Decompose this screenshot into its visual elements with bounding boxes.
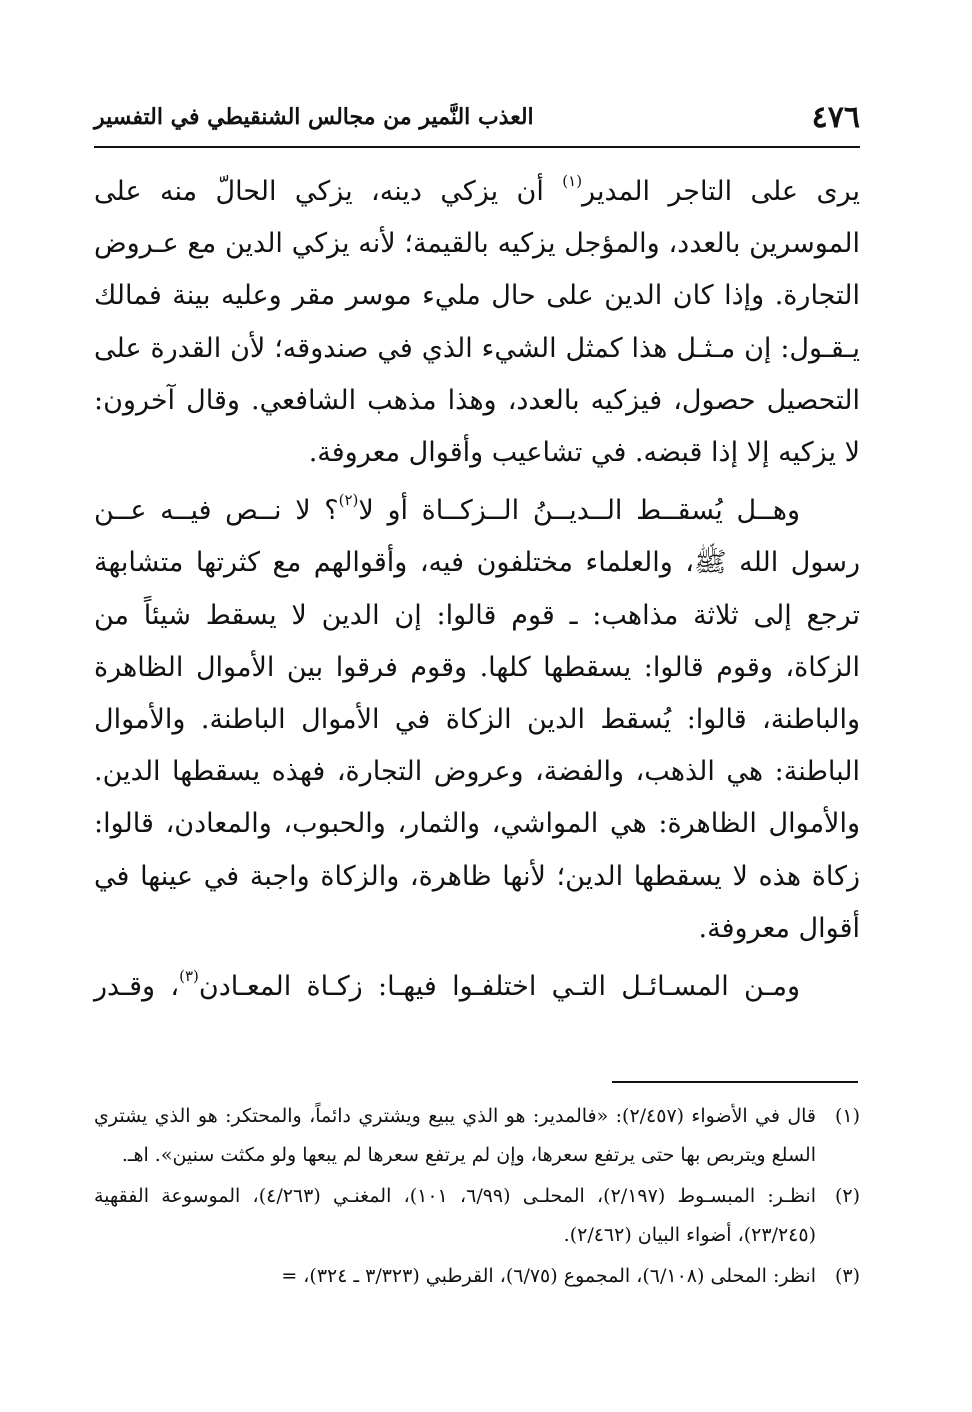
footnotes xyxy=(94,1097,860,1298)
footnote-text: قال في الأضواء (٢/٤٥٧): «فالمدير: هو الذي يبيع ويشتري دائماً، والمحتكر: هو الذي يشتري السلع ويتربص بها حتى يرتفع سعرها، وإن لم يرتفع سعرها لم يبعها ولو مكثت سنين». اهـ. xyxy=(94,1105,816,1166)
paragraph-text: ومـن المسـائـل التـي اختلفـوا فيهـا: زكـاة المعـادن xyxy=(198,971,800,1003)
footnote-number: (١) xyxy=(834,1105,860,1127)
footnote-ref-1[interactable]: (١) xyxy=(562,172,583,190)
footnote-ref-3[interactable]: (٣) xyxy=(179,967,199,986)
footnote-ref-2[interactable]: (٢) xyxy=(338,491,359,510)
paragraph-3 xyxy=(94,961,860,1013)
footnote-number: (٣) xyxy=(834,1265,860,1287)
paragraph-text: ، وقـدر xyxy=(94,971,180,1003)
paragraph-text: وهــل يُسقــط الــديــنُ الــزكــاة أو لا xyxy=(358,495,800,527)
header-divider xyxy=(94,146,860,148)
running-title: العذب النَّمير من مجالس الشنقيطي في التفسير xyxy=(94,104,534,130)
page-header xyxy=(94,92,860,142)
paragraph-1 xyxy=(94,166,860,479)
footnote-text: انظر: المحلى (٦/١٠٨)، المجموع (٦/٧٥)، القرطبي (٣/٣٢٣ ـ ٣٢٤)، = xyxy=(281,1265,816,1287)
main-text xyxy=(94,166,860,1013)
footnote-divider xyxy=(612,1081,858,1083)
page-number: ٤٧٦ xyxy=(811,99,860,135)
footnote-1 xyxy=(94,1097,860,1175)
paragraph-text: ؟ لا نــص فيــه عــن رسول الله ﷺ، والعلماء مختلفون فيه، وأقوالهم مع كثرتها متشابهة ترجع إلى ثلاثة مذاهب: ـ قوم قالوا: إن الدين لا يسقط شيئاً من الزكاة، وقوم قالوا: يسقطها كلها. وقوم فرقوا بين الأموال الظاهرة والباطنة، قالوا: يُسقط الدين الزكاة في الأموال الباطنة. والأموال الباطنة: هي الذهب، والفضة، وعروض التجارة، فهذه يسقطها الدين. والأموال الظاهرة: هي المواشي، والثمار، والحبوب، والمعادن، قالوا: زكاة هذه لا يسقطها الدين؛ لأنها ظاهرة، والزكاة واجبة في عينها في أقوال معروفة. xyxy=(94,495,860,944)
paragraph-text: أن يزكي دينه، يزكي الحالّ منه على الموسرين بالعدد، والمؤجل يزكيه بالقيمة؛ لأنه يزكي الدين مع عـروض التجارة. وإذا كان الدين على حال مليء موسر مقر وعليه بينة فمالك يـقـول: إن مـثـل هذا كمثل الشيء الذي في صندوقه؛ لأن القدرة على التحصيل حصول، فيزكيه بالعدد، وهذا مذهب الشافعي. وقال آخرون: لا يزكيه إلا إذا قبضه. في تشاعيب وأقوال معروفة. xyxy=(94,176,860,469)
paragraph-text: يرى على التاجر المدير xyxy=(582,176,860,207)
footnote-number: (٢) xyxy=(834,1185,860,1207)
footnote-2 xyxy=(94,1177,860,1255)
paragraph-2 xyxy=(94,485,860,955)
footnote-text: انظـر: المبسـوط (٢/١٩٧)، المحلـى (٦/٩٩، ١٠١)، المغنـي (٤/٢٦٣)، الموسوعة الفقهية (٢٣/٢٤٥)، أضواء البيان (٢/٤٦٢). xyxy=(94,1185,816,1246)
footnote-3 xyxy=(94,1257,860,1296)
